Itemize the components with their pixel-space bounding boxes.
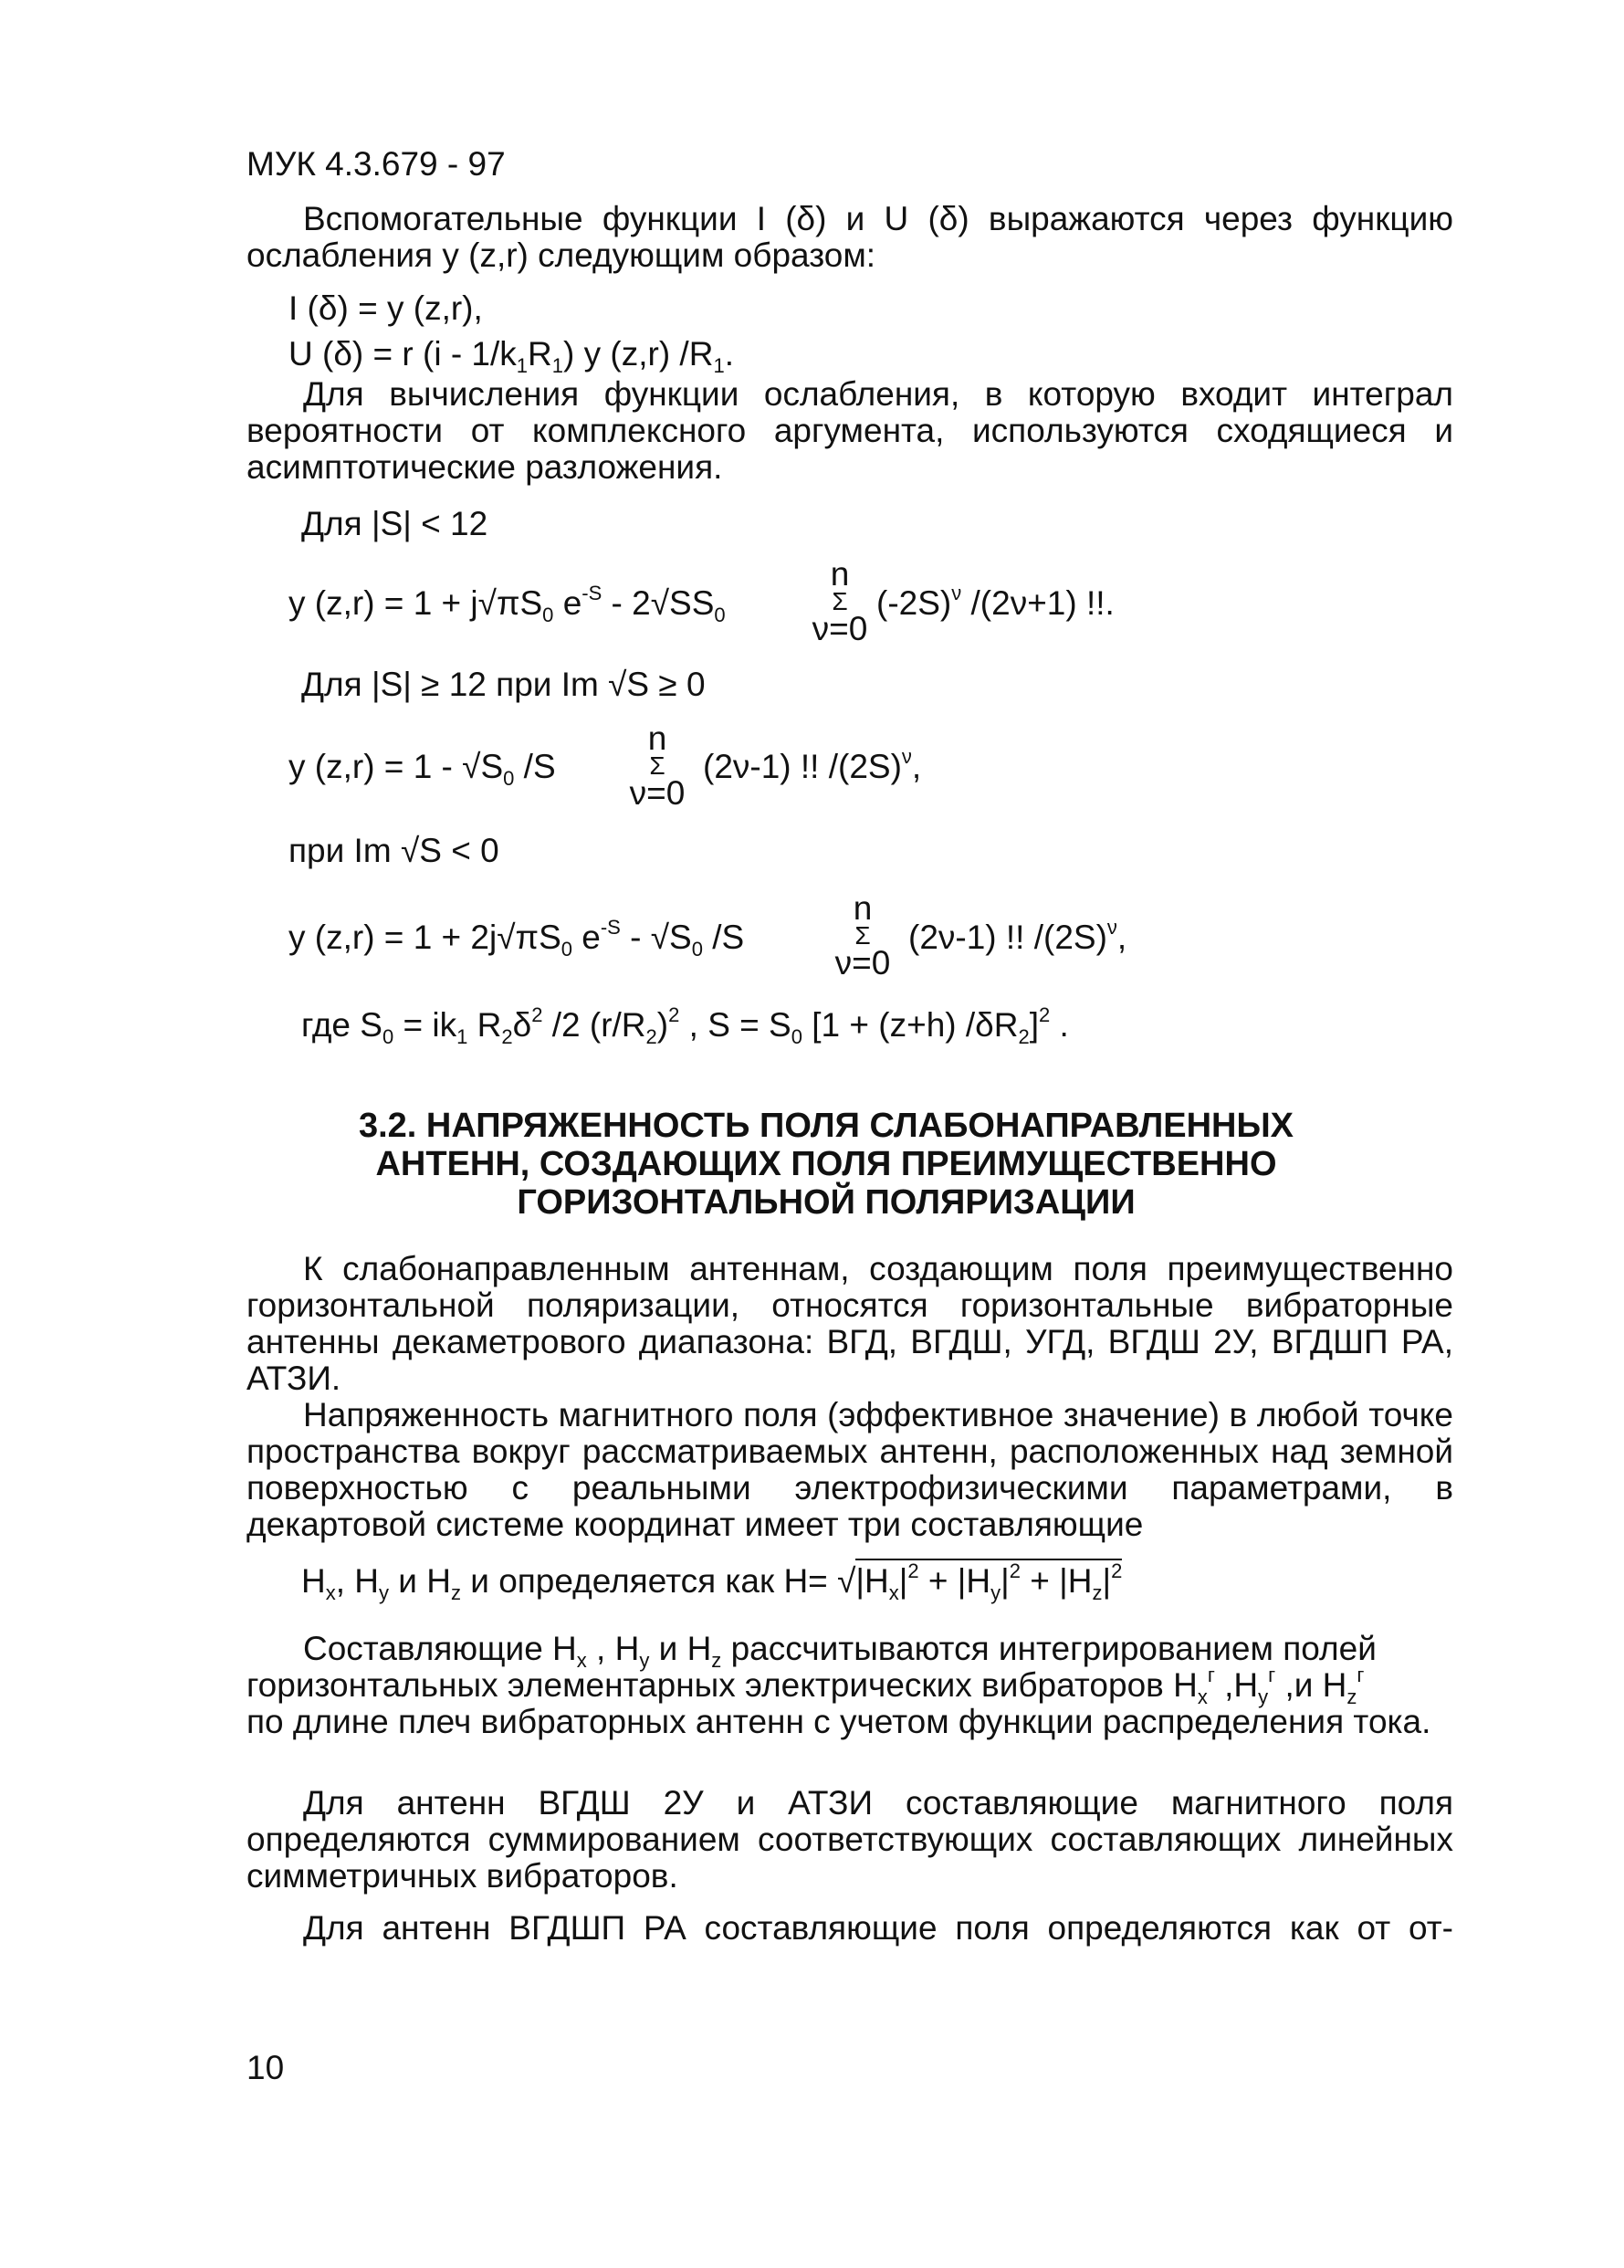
paragraph-vgdsh-atzi: Для антенн ВГДШ 2У и АТЗИ составляющие магнитного поля определяются суммированием соответствующих составляющих линейных симметричных вибраторов.: [246, 1784, 1453, 1895]
paragraph-auxiliary-functions: Вспомогательные функции I (δ) и U (δ) выражаются через функцию ослабления у (z,r) следующим образом:: [246, 200, 1453, 274]
formula-convergent-series: у $(z,r) = 1 + j√\pi S_0$ $e^{-S} - 2√SS_0$: [288, 582, 726, 626]
paragraph-components-line-2: горизонтальных элементарных электрических вибраторов $H_x^г$ $,H_y^г$ ,и $H_z^г$: [246, 1664, 1365, 1708]
paragraph-components-rest: по длине плеч вибраторных антенн с учетом функции распределения тока.: [246, 1703, 1431, 1740]
paragraph-vgdshp-ra: Для антенн ВГДШП РА составляющие поля определяются как от от-: [303, 1909, 1453, 1947]
condition-large-s-negative: при Im √S < 0: [288, 832, 499, 869]
formula-convergent-series-tail: $(-2S)^\nu$ /(2ν+1) !!.: [876, 582, 1115, 622]
document-id-header: МУК 4.3.679 - 97: [246, 145, 506, 183]
equation-i-delta: I (δ) = у (z,r),: [288, 289, 483, 327]
section-heading-line-2: АНТЕНН, СОЗДАЮЩИХ ПОЛЯ ПРЕИМУЩЕСТВЕННО: [375, 1145, 1277, 1183]
formula-asymptotic-negative-tail: (2ν-1) !! $/(2S)^\nu$,: [908, 916, 1127, 956]
section-heading-line-3: ГОРИЗОНТАЛЬНОЙ ПОЛЯРИЗАЦИИ: [517, 1183, 1136, 1222]
formula-asymptotic-positive: у $(z,r) = 1 - √S_0$ /S: [288, 748, 556, 790]
formula-asymptotic-positive-tail: (2ν-1) !! $/(2S)^\nu$,: [703, 745, 922, 785]
paragraph-components-line-1: Составляющие $H_x$ , $H_y$ и $H_z$ рассчитываются интегрированием полей: [303, 1630, 1377, 1672]
paragraph-magnetic-field-strength: Напряженность магнитного поля (эффективное значение) в любой точке пространства вокруг рассматриваемых антенн, расположенных над земной поверхностью с реальными электрофизическими параметрами, в декартовой системе координат имеет три составляющие: [246, 1396, 1453, 1543]
sum-operator-1: n Σ ν=0: [812, 555, 868, 647]
definitions-s0-s: где $S_0 = ik_1$ $R_2\delta^2$ /2 $(r/R_2)^2$ , $S = S_0$ [1 + (z+h) $/\delta R_2]^2$ .: [301, 1003, 1069, 1048]
section-heading-line-1: 3.2. НАПРЯЖЕННОСТЬ ПОЛЯ СЛАБОНАПРАВЛЕННЫХ: [358, 1107, 1294, 1145]
condition-small-s: Для |S| < 12: [301, 505, 488, 542]
condition-large-s-positive: Для |S| ≥ 12 при Im √S ≥ 0: [301, 666, 706, 703]
formula-h-magnitude: $H_x$, $H_y$ и $H_z$ и определяется как $H= √|H_x|^2 + |H_y|^2 + |H_z|^2$: [301, 1559, 1123, 1604]
sum-operator-3: n Σ ν=0: [834, 889, 891, 982]
page-number: 10: [246, 2049, 285, 2086]
formula-asymptotic-negative: у $(z,r) = 1 + 2j√\pi S_0$ $e^{-S} - √S_0$ /S: [288, 916, 745, 961]
sum-operator-2: n Σ ν=0: [629, 719, 686, 812]
equation-u-delta: U (δ) = r $(i - 1/k_1R_1)$ у (z,r) $/R_1$.: [288, 335, 734, 377]
paragraph-weakly-directional-antennas: К слабонаправленным антеннам, создающим поля преимущественно горизонтальной поляризации, относятся горизонтальные вибраторные антенны декаметрового диапазона: ВГД, ВГДШ, УГД, ВГДШ 2У, ВГДШП РА, АТЗИ.: [246, 1250, 1453, 1397]
paragraph-attenuation-function: Для вычисления функции ослабления, в которую входит интеграл вероятности от комплексного аргумента, используются сходящиеся и асимптотические разложения.: [246, 375, 1453, 486]
